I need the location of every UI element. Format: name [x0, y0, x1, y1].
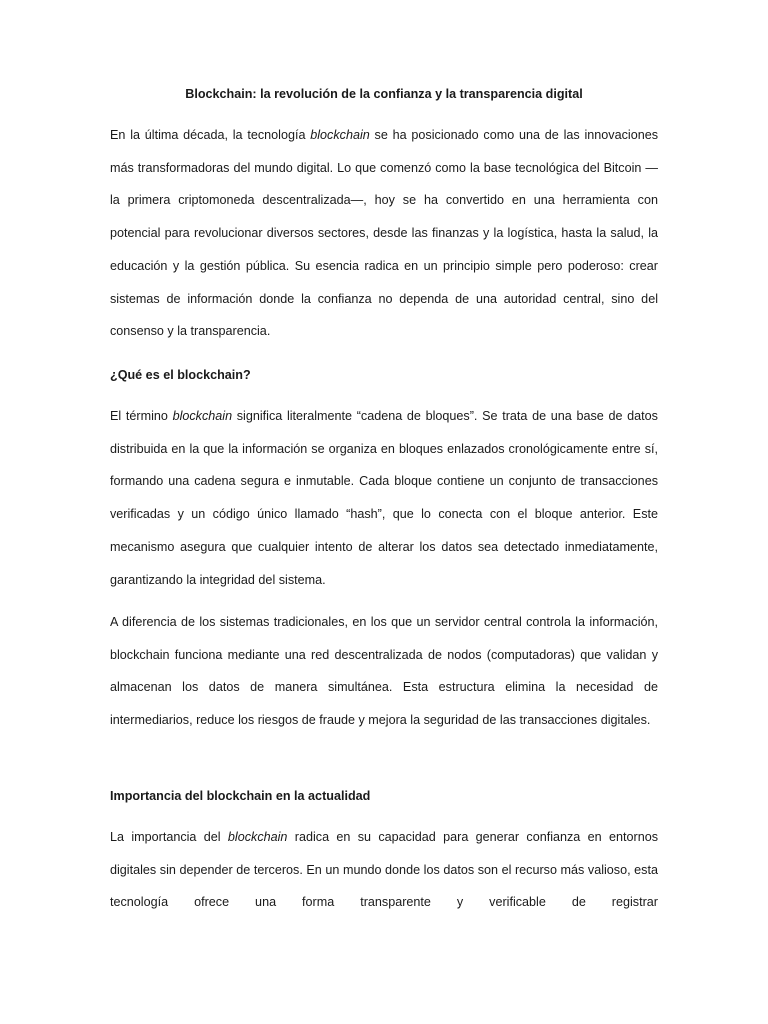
paragraph-text: radica en su capacidad para generar confianza en entornos digitales sin depender de terceros. En un mundo donde los datos son el recurso más valioso, esta tecnología ofrece una forma transparente y verificable de registrar [110, 830, 658, 910]
paragraph-text: En la última década, la tecnología [110, 128, 311, 142]
paragraph-text: se ha posicionado como una de las innovaciones más transformadoras del mundo digital. Lo que comenzó como la base tecnológica del Bitcoin —la primera criptomoneda descentralizada—, hoy se ha convertido en una herramienta con potencial para revolucionar diversos sectores, desde las finanzas y la logística, hasta la salud, la educación y la gestión pública. Su esencia radica en un principio simple pero poderoso: crear sistemas de información donde la confianza no dependa de una autoridad central, sino del consenso y la transparencia. [110, 128, 658, 339]
paragraph-text: significa literalmente “cadena de bloques”. Se trata de una base de datos distribuida en la que la información se organiza en bloques enlazados cronológicamente entre sí, formando una cadena segura e inmutable. Cada bloque contiene un conjunto de transacciones verificadas y un código único llamado “hash”, que lo conecta con el bloque anterior. Este mecanismo asegura que cualquier intento de alterar los datos sea detectado inmediatamente, garantizando la integridad del sistema. [110, 409, 658, 587]
paragraph-text: El término [110, 409, 173, 423]
paragraph-text: La importancia del [110, 830, 228, 844]
section-heading-importance: Importancia del blockchain en la actualidad [110, 789, 371, 803]
document-title: Blockchain: la revolución de la confianza y la transparencia digital [185, 87, 583, 101]
paragraph-definition [110, 400, 658, 596]
paragraph-decentralization: A diferencia de los sistemas tradicionales, en los que un servidor central controla la información, blockchain funciona mediante una red descentralizada de nodos (computadoras) que validan y almacenan los datos de manera simultánea. Esta estructura elimina la necesidad de intermediarios, reduce los riesgos de fraude y mejora la seguridad de las transacciones digitales. [110, 615, 658, 728]
emphasis-term: blockchain [227, 830, 288, 844]
paragraph-importance [110, 821, 658, 919]
paragraph-intro [110, 119, 658, 348]
emphasis-term: blockchain [172, 409, 233, 423]
emphasis-term: blockchain [310, 128, 370, 142]
section-heading-what-is: ¿Qué es el blockchain? [110, 368, 251, 382]
